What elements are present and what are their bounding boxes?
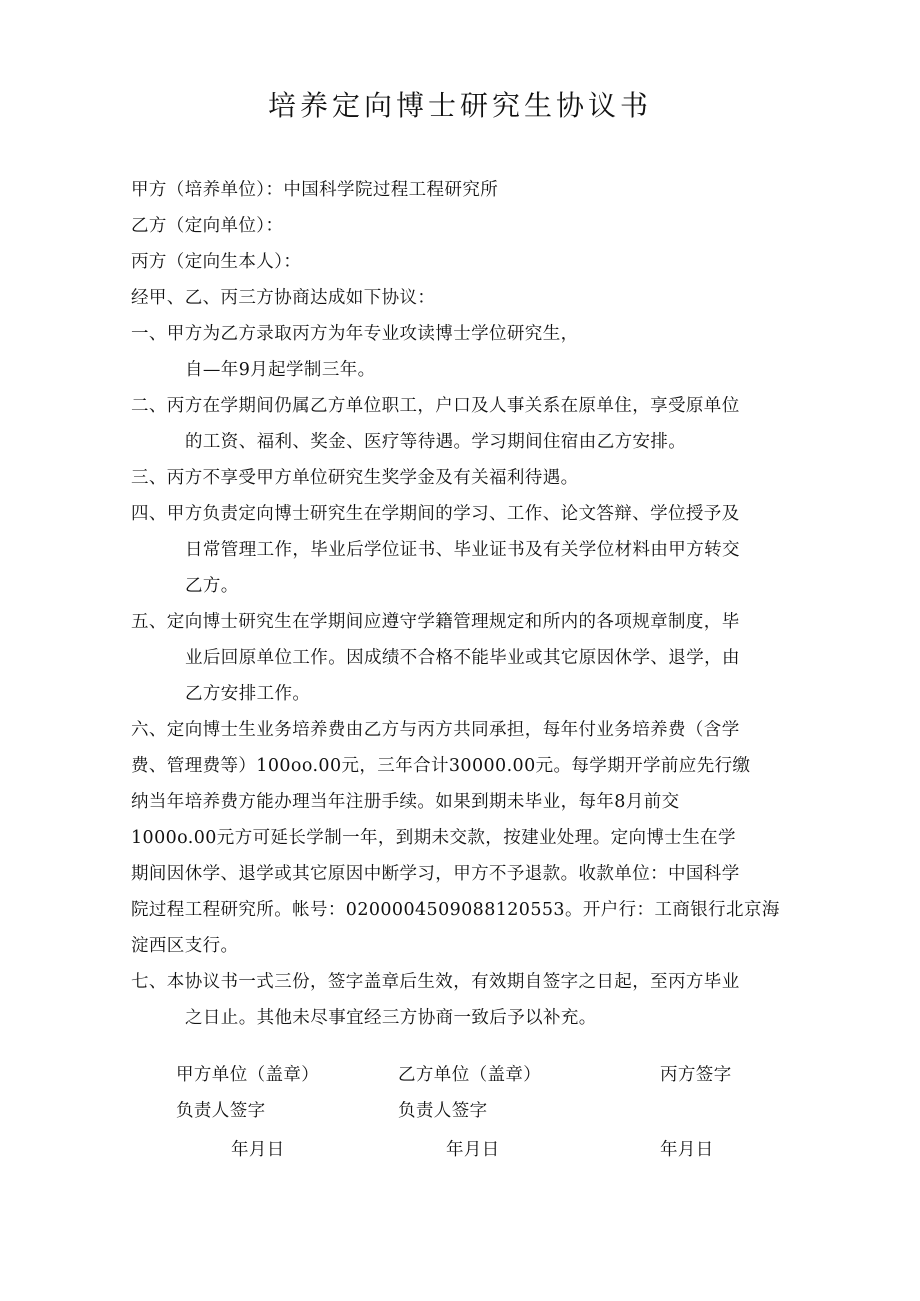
party-b-seal-label: 乙方单位（盖章）	[398, 1065, 542, 1085]
clause-line: 六、定向博士生业务培养费由乙方与丙方共同承担，每年付业务培养费（含学	[131, 720, 740, 740]
party-a-date-label: 年月日	[231, 1140, 285, 1160]
party-b-person-signature-label: 负责人签字	[398, 1101, 488, 1121]
clause-6	[131, 712, 816, 964]
party-a-line: 甲方（培养单位）：中国科学院过程工程研究所	[131, 180, 499, 200]
clause-line: 二、丙方在学期间仍属乙方单位职工，户口及人事关系在原单住，享受原单位	[131, 396, 740, 416]
intro-line: 经甲、乙、丙三方协商达成如下协议：	[131, 288, 436, 308]
party-c-date-label: 年月日	[660, 1140, 714, 1160]
clause-line: 纳当年培养费方能办理当年注册手续。如果到期未毕业，每年8月前交	[131, 792, 680, 812]
clause-line: 淀西区支行。	[131, 936, 239, 956]
clause-line: 的工资、福利、奖金、医疗等待遇。学习期间住宿由乙方安排。	[185, 432, 687, 452]
clause-1	[131, 316, 816, 388]
clause-line: 1000o.00元方可延长学制一年，到期未交款，按建业处理。定向博士生在学	[131, 828, 736, 848]
clause-line: 七、本协议书一式三份，签字盖章后生效，有效期自签字之日起，至丙方毕业	[131, 972, 740, 992]
party-a-person-signature-label: 负责人签字	[176, 1101, 266, 1121]
clause-line: 院过程工程研究所。帐号：0200004509088120553。开户行：工商银行北京海	[131, 900, 780, 920]
clause-line: 一、甲方为乙方录取丙方为年专业攻读博士学位研究生，	[131, 324, 579, 344]
clause-line: 期间因休学、退学或其它原因中断学习，甲方不予退款。收款单位：中国科学	[131, 864, 740, 884]
party-b-line: 乙方（定向单位）：	[131, 216, 284, 236]
clause-2	[131, 388, 816, 460]
party-b-date-label: 年月日	[446, 1140, 500, 1160]
clause-line: 之日止。其他未尽事宜经三方协商一致后予以补充。	[185, 1008, 597, 1028]
clause-5	[131, 604, 816, 712]
clause-line: 四、甲方负责定向博士研究生在学期间的学习、工作、论文答辩、学位授予及	[131, 504, 740, 524]
clause-line: 五、定向博士研究生在学期间应遵守学籍管理规定和所内的各项规章制度，毕	[131, 612, 740, 632]
clause-line: 乙方。	[185, 576, 239, 596]
agreement-body	[131, 172, 816, 1036]
clause-line: 日常管理工作，毕业后学位证书、毕业证书及有关学位材料由甲方转交	[185, 540, 740, 560]
clause-line: 业后回原单位工作。因成绩不合格不能毕业或其它原因休学、退学，由	[185, 648, 740, 668]
document-title: 培养定向博士研究生协议书	[267, 89, 652, 122]
party-c-signature-label: 丙方签字	[660, 1065, 732, 1085]
clause-7	[131, 964, 816, 1036]
clause-line: 自—年9月起学制三年。	[185, 360, 376, 380]
clause-line: 费、管理费等）100oo.00元，三年合计30000.00元。每学期开学前应先行缴	[131, 756, 751, 776]
clause-line: 乙方安排工作。	[185, 684, 311, 704]
party-c-line: 丙方（定向生本人）：	[131, 252, 302, 272]
party-a-seal-label: 甲方单位（盖章）	[176, 1065, 320, 1085]
clause-3	[131, 460, 816, 496]
clause-4	[131, 496, 816, 604]
clause-line: 三、丙方不享受甲方单位研究生奖学金及有关福利待遇。	[131, 468, 579, 488]
